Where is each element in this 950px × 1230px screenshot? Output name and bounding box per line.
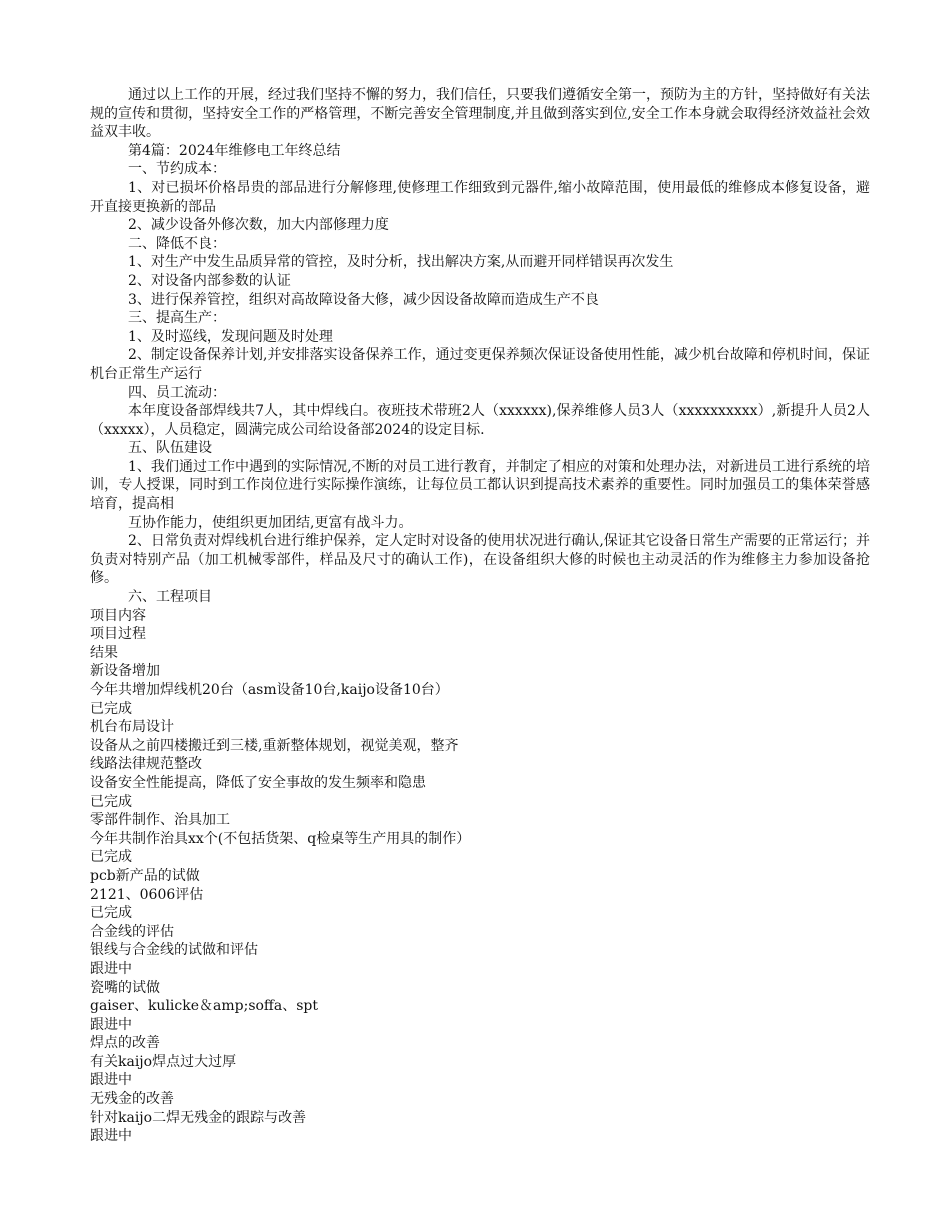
- list-item: 今年共制作治具xx个(不包括货架、q检桌等生产用具的制作）: [90, 830, 471, 847]
- list-item: 跟进中: [90, 1016, 132, 1033]
- subheading-defects: 二、降低不良：: [128, 235, 226, 252]
- list-item: 合金线的评估: [90, 923, 174, 940]
- list-item: 零部件制作、治具加工: [90, 812, 230, 829]
- list-item: 线路法律规范整改: [90, 756, 202, 773]
- subheading-staff: 四、员工流动：: [128, 384, 226, 401]
- list-item: 跟进中: [90, 1072, 132, 1089]
- list-item: pcb新产品的试做: [90, 867, 200, 884]
- list-item: 新设备增加: [90, 663, 160, 680]
- list-item: 项目内容: [90, 607, 146, 624]
- list-item: 有关kaijo焊点过大过厚: [90, 1053, 237, 1070]
- list-item: 跟进中: [90, 1128, 132, 1145]
- list-item: 已完成: [90, 905, 132, 922]
- paragraph: 2、对设备内部参数的认证: [128, 272, 291, 289]
- project-list: [90, 607, 870, 1146]
- paragraph: 2、减少设备外修次数，加大内部修理力度: [128, 217, 389, 234]
- subheading-production: 三、提高生产：: [128, 310, 226, 327]
- list-item: 结果: [90, 644, 118, 661]
- list-item: 跟进中: [90, 960, 132, 977]
- list-item: 项目过程: [90, 626, 146, 643]
- list-item: 银线与合金线的试做和评估: [90, 942, 258, 959]
- section-heading: 第4篇：2024年维修电工年终总结: [128, 142, 341, 159]
- conclusion-paragraph: 通过以上工作的开展，经过我们坚持不懈的努力，我们信任，只要我们遵循安全第一，预防为主的方针，坚持做好有关法规的宣传和贯彻，坚持安全工作的严格管理，不断完善安全管理制度,并且做到落实到位,安全工作本身就会取得经济效益社会效益双丰收。: [90, 87, 870, 141]
- list-item: 机台布局设计: [90, 719, 174, 736]
- list-item: 设备从之前四楼搬迁到三楼,重新整体规划，视觉美观，整齐: [90, 737, 459, 754]
- paragraph: 1、及时巡线，发现问题及时处理: [128, 328, 333, 345]
- list-item: 已完成: [90, 700, 132, 717]
- paragraph: 2、制定设备保养计划,并安排落实设备保养工作，通过变更保养频次保证设备使用性能，减少机台故障和停机时间，保证机台正常生产运行: [90, 347, 870, 382]
- paragraph: 3、进行保养管控，组织对高故障设备大修，减少因设备故障而造成生产不良: [128, 291, 599, 308]
- list-item: 焊点的改善: [90, 1035, 160, 1052]
- paragraph: 1、对已损坏价格昂贵的部品进行分解修理,使修理工作细致到元器件,缩小故障范围，使用最低的维修成本修复设备，避开直接更换新的部品: [90, 179, 870, 215]
- list-item: 瓷嘴的试做: [90, 979, 160, 996]
- list-item: 今年共增加焊线机20台（asm设备10台,kaijo设备10台）: [90, 682, 449, 698]
- list-item: 2121、0606评估: [90, 886, 204, 903]
- document-body: [90, 86, 870, 1146]
- subheading-cost: 一、节约成本：: [128, 161, 226, 178]
- subheading-team: 五、队伍建设: [128, 440, 212, 457]
- paragraph: 2、日常负责对焊线机台进行维护保养，定人定时对设备的使用状况进行确认,保证其它设备日常生产需要的正常运行；并负责对特别产品（加工机械零部件，样品及尺寸的确认工作)，在设备组织大修的时候也主动灵活的作为维修主力参加设备抢修。: [90, 533, 870, 587]
- list-item: 针对kaijo二焊无残金的跟踪与改善: [90, 1109, 307, 1126]
- list-item: 已完成: [90, 793, 132, 810]
- paragraph: 本年度设备部焊线共7人，其中焊线白。夜班技术带班2人（xxxxxx),保养维修人员3人（xxxxxxxxxx）,新提升人员2人（xxxxx），人员稳定，圆满完成公司给设备部2024的设定目标.: [90, 403, 870, 438]
- list-item: gaiser、kulicke＆amp;soffa、spt: [90, 998, 318, 1015]
- paragraph: 1、我们通过工作中遇到的实际情况,不断的对员工进行教育，并制定了相应的对策和处理办法，对新进员工进行系统的培训，专人授课，同时到工作岗位进行实际操作演练，让每位员工都认识到提高技术素养的重要性。同时加强员工的集体荣誉感培育，提高相: [90, 458, 870, 513]
- subheading-projects: 六、工程项目: [128, 589, 212, 606]
- list-item: 无残金的改善: [90, 1091, 174, 1108]
- paragraph: 互协作能力，使组织更加团结,更富有战斗力。: [128, 514, 413, 531]
- list-item: 设备安全性能提高，降低了安全事故的发生频率和隐患: [90, 774, 426, 791]
- list-item: 已完成: [90, 849, 132, 866]
- paragraph: 1、对生产中发生品质异常的管控，及时分析，找出解决方案,从而避开同样错误再次发生: [128, 254, 674, 271]
